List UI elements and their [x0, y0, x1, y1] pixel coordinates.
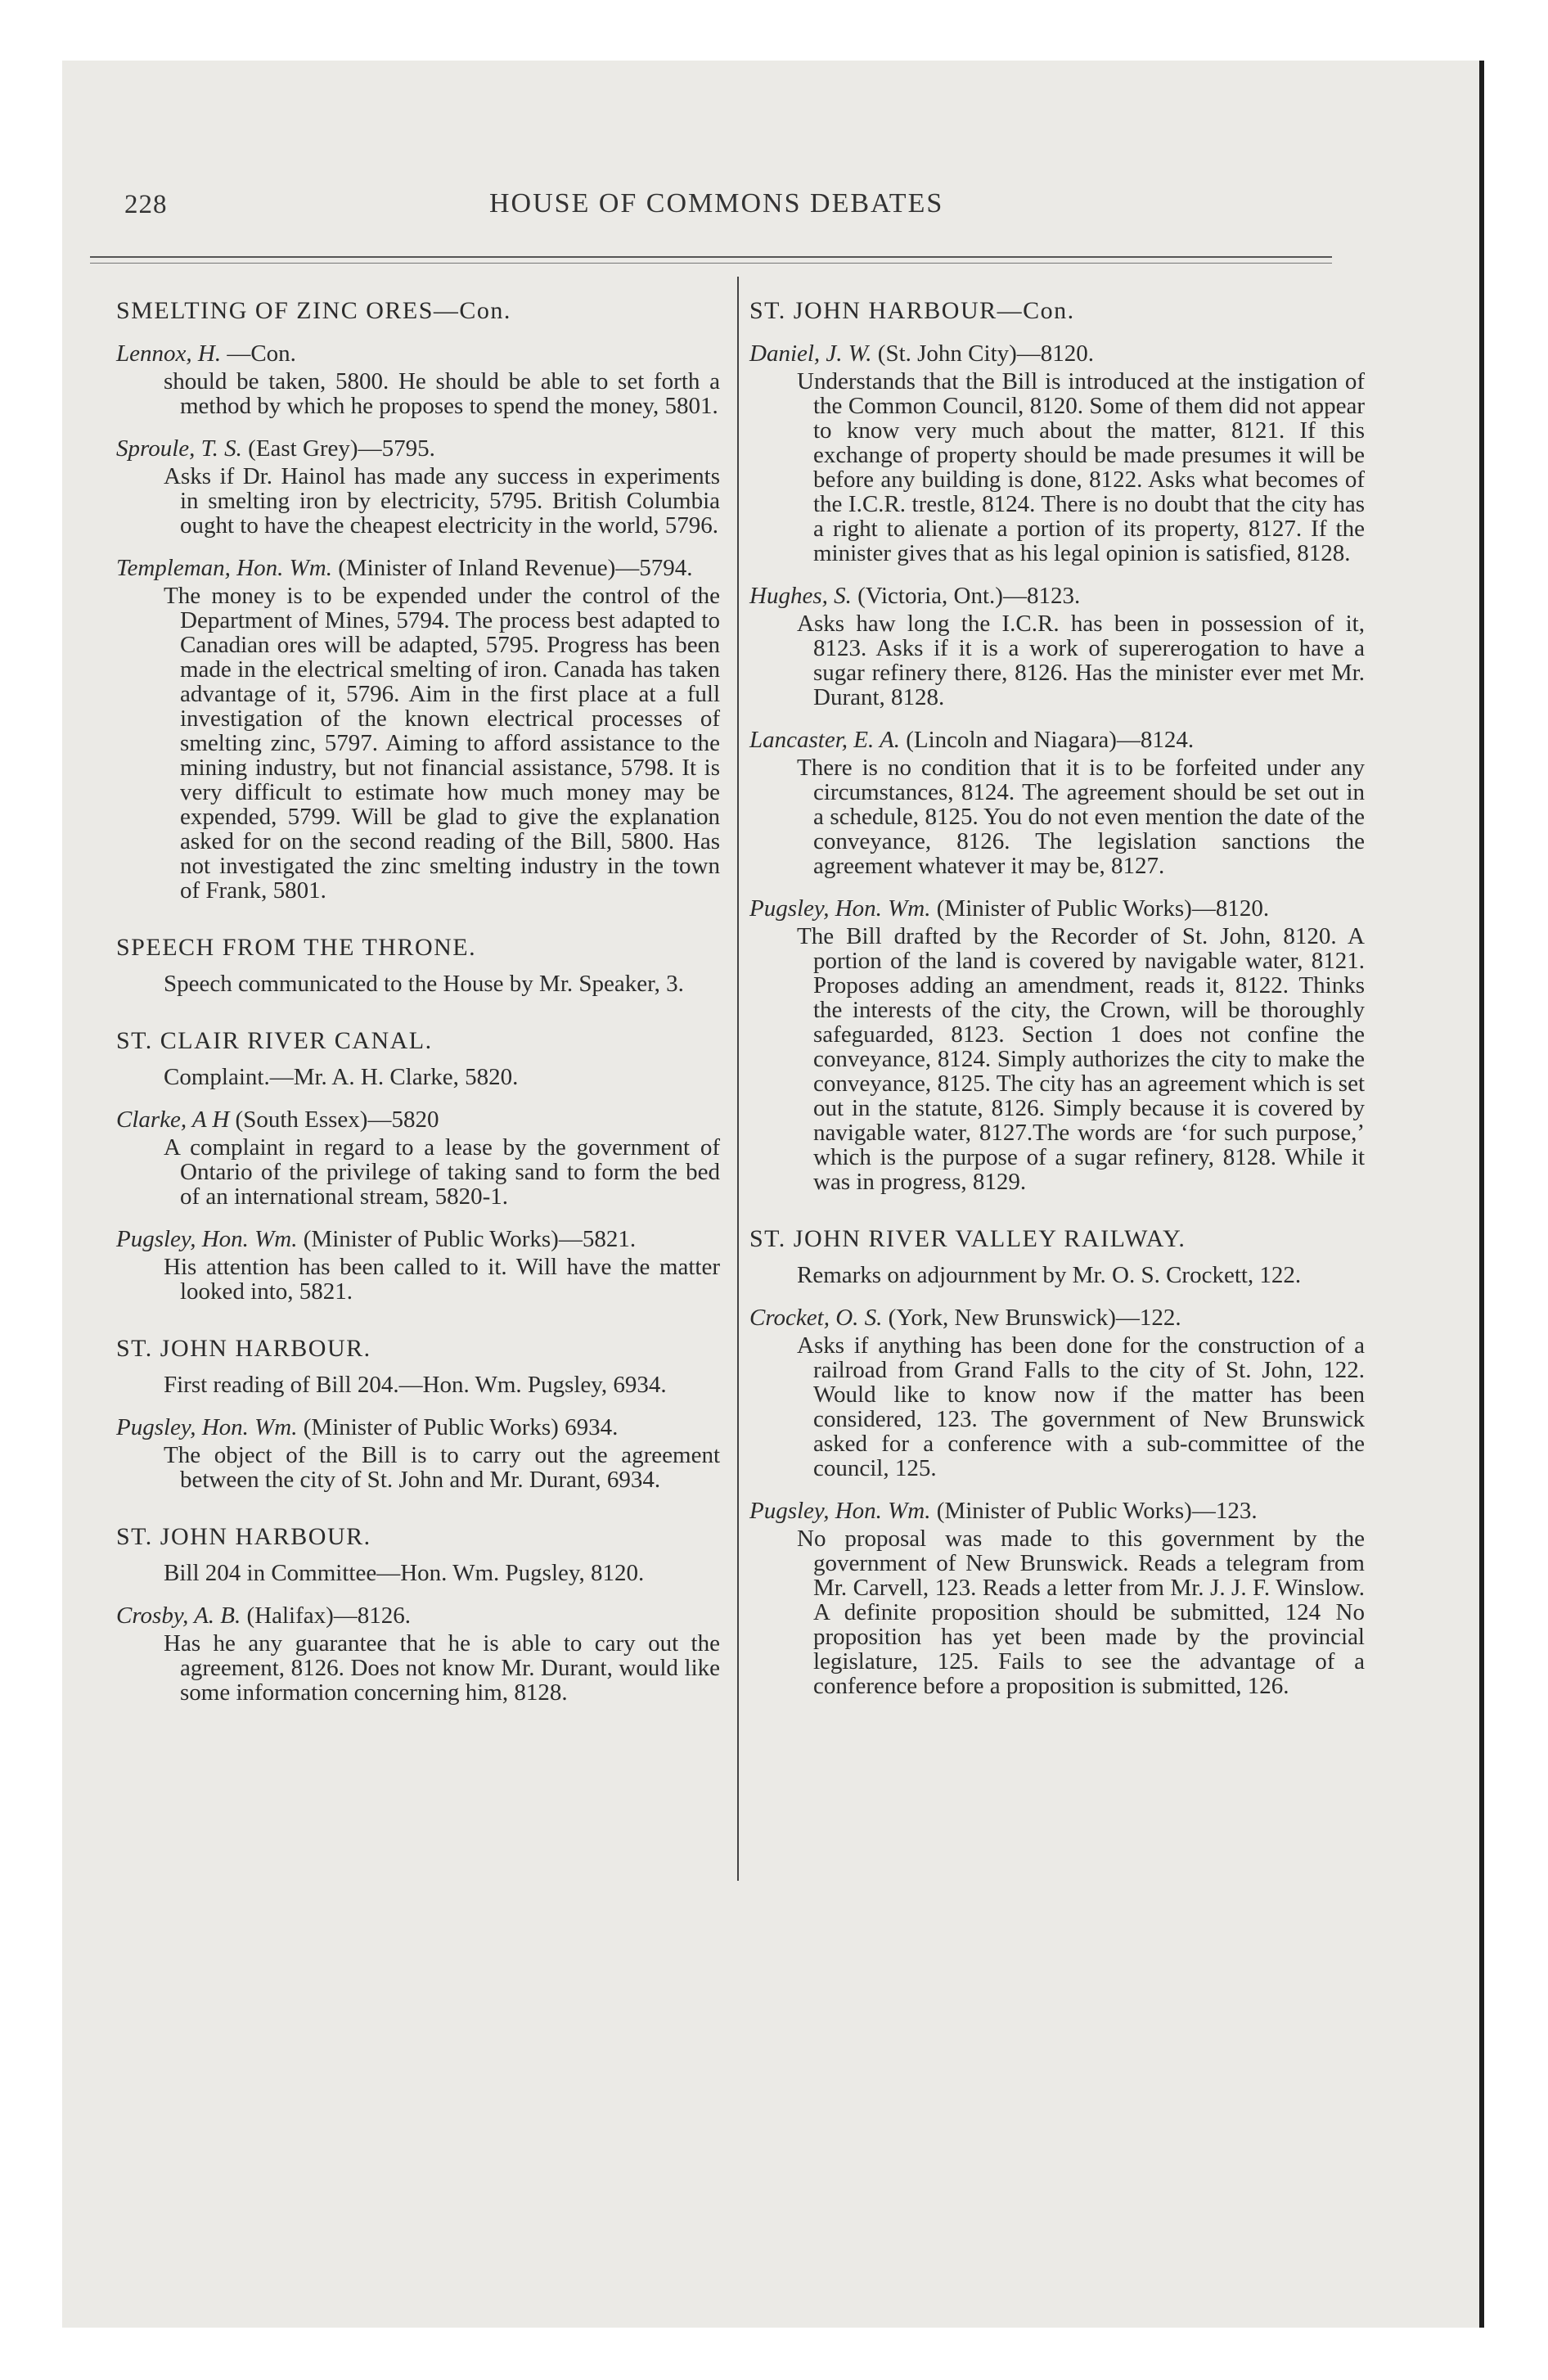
running-title: HOUSE OF COMMONS DEBATES	[489, 188, 944, 219]
header-rule-thin	[90, 263, 1332, 264]
speaker-line	[749, 728, 1365, 752]
speaker-line	[749, 341, 1365, 366]
speaker-name: Clarke, A H	[116, 1107, 230, 1133]
speaker-line	[116, 1603, 720, 1628]
speaker-line	[116, 556, 720, 580]
entry-text: The object of the Bill is to carry out the agreement between the city of St. John and Mr. Durant, 6934.	[164, 1442, 720, 1493]
left-column	[116, 299, 720, 1705]
page-number: 228	[124, 190, 168, 219]
speaker-name: Lennox, H.	[116, 340, 222, 367]
speaker-affiliation: (Minister of Inland Revenue)—5794.	[338, 555, 693, 581]
speaker-name: Pugsley, Hon. Wm.	[749, 1498, 931, 1524]
entry-text: The Bill drafted by the Recorder of St. John, 8120. A portion of the land is covered by navigable water, 8121. Proposes adding an amendment, reads it, 8122. Thinks the interests of the city, the Crown, will be thoroughly safeguarded, 8123. Section 1 does not confine the conveyance, 8124. Simply authorizes the city to make the conveyance, 8125. The city has an agreement which is set out in the statute, 8126. Simply because it is covered by navigable water, 8127.The words are ‘for such purpose,’ which is the purpose of a sugar refinery, 8128. While it was in progress, 8129.	[797, 923, 1365, 1195]
entry-text: No proposal was made to this government by the government of New Brunswick. Reads a telegram from Mr. Carvell, 123. Reads a letter from Mr. J. J. F. Winslow. A definite proposition should be submitted, 124 No proposition has yet been made by the provincial legislature, 125. Fails to see the advantage of a conference before a proposition is submitted, 126.	[797, 1526, 1365, 1699]
speaker-affiliation: (Minister of Public Works)—123.	[936, 1498, 1258, 1524]
speaker-line	[116, 1107, 720, 1132]
speaker-affiliation: (Lincoln and Niagara)—8124.	[906, 727, 1195, 753]
column-divider	[737, 277, 739, 1881]
header-rule	[90, 256, 1332, 258]
section-heading: SMELTING OF ZINC ORES—Con.	[116, 297, 511, 324]
section-heading: ST. JOHN RIVER VALLEY RAILWAY.	[749, 1225, 1186, 1252]
entry-text: Asks if Dr. Hainol has made any success in experiments in smelting iron by electricity, 5795. British Columbia ought to have the cheapest electricity in the world, 5796.	[164, 463, 720, 539]
entry-text: There is no condition that it is to be forfeited under any circumstances, 8124. The agreement should be set out in a schedule, 8125. You do not even mention the date of the conveyance, 8126. The legislation sanctions the agreement whatever it may be, 8127.	[797, 755, 1365, 879]
speaker-name: Crocket, O. S.	[749, 1305, 883, 1331]
speaker-affiliation: (Minister of Public Works)—8120.	[936, 895, 1270, 922]
entry-text: First reading of Bill 204.—Hon. Wm. Pugsley, 6934.	[164, 1372, 667, 1398]
speaker-line	[749, 896, 1365, 921]
speaker-affiliation: (Victoria, Ont.)—8123.	[857, 583, 1081, 609]
entry-text: Asks if anything has been done for the construction of a railroad from Grand Falls to the city of St. John, 122. Would like to know now if the matter has been considered, 123. The government of New Brunswick asked for a conference with a sub-committee of the council, 125.	[797, 1332, 1365, 1481]
speaker-name: Pugsley, Hon. Wm.	[116, 1414, 298, 1440]
speaker-name: Sproule, T. S.	[116, 435, 242, 462]
entry-text: Understands that the Bill is introduced at the instigation of the Common Council, 8120. Some of them did not appear to know very much about the matter, 8121. If this exchange of property should be made presumes it will be before any building is done, 8122. Asks what becomes of the I.C.R. trestle, 8124. There is no doubt that the city has a right to alienate a portion of its property, 8127. If the minister gives that as his legal opinion is satisfied, 8128.	[797, 368, 1365, 566]
speaker-affiliation: (Halifax)—8126.	[246, 1602, 412, 1629]
speaker-name: Crosby, A. B.	[116, 1602, 241, 1629]
entry-text: Bill 204 in Committee—Hon. Wm. Pugsley, 8120.	[164, 1560, 645, 1586]
right-column	[749, 299, 1365, 1698]
entry-text: The money is to be expended under the control of the Department of Mines, 5794. The process best adapted to Canadian ores will be adapted, 5795. Progress has been made in the electrical smelting of iron. Canada has taken advantage of it, 5796. Aim in the first place at a full investigation of the known electrical processes of smelting zinc, 5797. Aiming to afford assistance to the mining industry, but not financial assistance, 5798. It is very difficult to estimate how much money may be expended, 5799. Will be glad to give the explanation asked for on the second reading of the Bill, 5800. Has not investigated the zinc smelting industry in the town of Frank, 5801.	[164, 583, 720, 904]
section-heading: ST. CLAIR RIVER CANAL.	[116, 1027, 433, 1054]
entry-text: Remarks on adjournment by Mr. O. S. Crockett, 122.	[797, 1262, 1302, 1288]
entry-text: His attention has been called to it. Will have the matter looked into, 5821.	[164, 1254, 720, 1305]
section-heading: ST. JOHN HARBOUR.	[116, 1335, 371, 1362]
entry-text: should be taken, 5800. He should be able to set forth a method by which he proposes to spend the money, 5801.	[164, 368, 720, 419]
speaker-line	[116, 1227, 720, 1251]
speaker-name: Daniel, J. W.	[749, 340, 872, 367]
speaker-line	[116, 1415, 720, 1440]
speaker-name: Hughes, S.	[749, 583, 852, 609]
entry-text: Has he any guarantee that he is able to cary out the agreement, 8126. Does not know Mr. Durant, would like some information concerning him, 8128.	[164, 1630, 720, 1706]
speaker-name: Pugsley, Hon. Wm.	[749, 895, 931, 922]
speaker-affiliation: (St. John City)—8120.	[877, 340, 1095, 367]
speaker-affiliation: (Minister of Public Works) 6934.	[303, 1414, 619, 1440]
speaker-name: Pugsley, Hon. Wm.	[116, 1226, 298, 1252]
section-heading: SPEECH FROM THE THRONE.	[116, 934, 477, 961]
speaker-affiliation: (York, New Brunswick)—122.	[888, 1305, 1181, 1331]
entry-text: Speech communicated to the House by Mr. Speaker, 3.	[164, 971, 684, 997]
speaker-line	[749, 1305, 1365, 1330]
section-heading: ST. JOHN HARBOUR—Con.	[749, 297, 1075, 324]
speaker-affiliation: (Minister of Public Works)—5821.	[303, 1226, 637, 1252]
speaker-name: Templeman, Hon. Wm.	[116, 555, 332, 581]
speaker-affiliation: (South Essex)—5820	[235, 1107, 439, 1133]
speaker-name: Lancaster, E. A.	[749, 727, 900, 753]
section-heading: ST. JOHN HARBOUR.	[116, 1523, 371, 1550]
speaker-affiliation: —Con.	[227, 340, 296, 367]
speaker-line	[116, 436, 720, 461]
entry-text: A complaint in regard to a lease by the government of Ontario of the privilege of taking sand to form the bed of an international stream, 5820-1.	[164, 1134, 720, 1210]
speaker-line	[116, 341, 720, 366]
speaker-affiliation: (East Grey)—5795.	[248, 435, 435, 462]
entry-text: Asks haw long the I.C.R. has been in possession of it, 8123. Asks if it is a work of supererogation to have a sugar refinery there, 8126. Has the minister ever met Mr. Durant, 8128.	[797, 611, 1365, 710]
speaker-line	[749, 584, 1365, 608]
speaker-line	[749, 1499, 1365, 1523]
entry-text: Complaint.—Mr. A. H. Clarke, 5820.	[164, 1064, 519, 1090]
